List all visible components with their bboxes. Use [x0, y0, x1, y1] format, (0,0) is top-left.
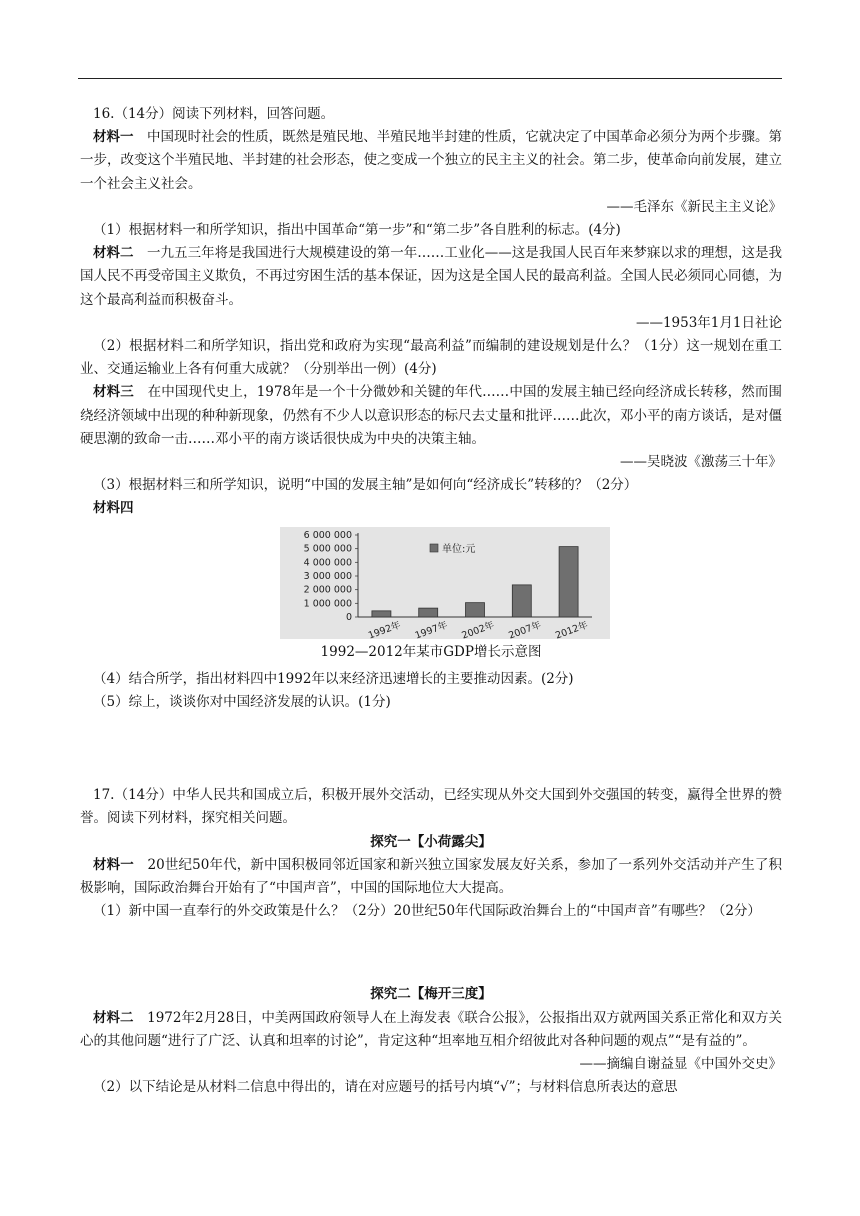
q17-m2-text: 1972年2月28日，中美两国政府领导人在上海发表《联合公报》，公报指出双方就两国关系正常化和双方关心的其他问题“进行了广泛、认真和坦率的讨论”，肯定这种“坦率地互相介绍彼此对各种问题的观点”“是有益的”。 [80, 1009, 783, 1049]
q16-m1-label: 材料一 [93, 129, 134, 146]
q16-m2-text: 一九五三年将是我国进行大规模建设的第一年……工业化——这是我国人民百年来梦寐以求的理想，这是我国人民不再受帝国主义欺负，不再过穷困生活的基本保证，因为这是全国人民的最高利益。全国人民必须同心同德，为这个最高利益而积极奋斗。 [80, 245, 782, 308]
x-tick-label: 2012年 [554, 619, 590, 639]
y-tick-label: 4 000 000 [303, 556, 352, 568]
exam-page [80, 103, 782, 1100]
x-tick-label: 1997年 [413, 619, 450, 639]
q16-m3-label: 材料三 [93, 384, 134, 401]
chart-caption: 1992—2012年某市GDP增长示意图 [320, 643, 542, 660]
q16-question-4: （4）结合所学，指出材料四中1992年以来经济迅速增长的主要推动因素。(2分) [93, 670, 574, 687]
answer-space [80, 714, 782, 784]
q16-heading: 16.（14分）阅读下列材料，回答问题。 [93, 106, 335, 122]
y-tick-label: 6 000 000 [303, 529, 352, 541]
q17-m1-label: 材料一 [93, 856, 134, 873]
q17-question-1: （1）新中国一直奉行的外交政策是什么？（2分）20世纪50年代国际政治舞台上的“中国声音”有哪些？（2分） [93, 903, 761, 920]
bar-2012年 [559, 546, 578, 616]
q16-m3-text: 在中国现代史上，1978年是一个十分微妙和关键的年代……中国的发展主轴已经向经济成长转移，然而围绕经济领域中出现的种种新现象，仍然有不少人以意识形态的标尺去丈量和批评……此次，邓小平的南方谈话，是对僵硬思潮的致命一击……邓小平的南方谈话很快成为中央的决策主轴。 [80, 384, 783, 447]
gdp-chart [280, 527, 610, 639]
header-rule [78, 78, 782, 79]
q16-question-3: （3）根据材料三和所学知识，说明“中国的发展主轴”是如何向“经济成长”转移的？（2分） [93, 477, 638, 494]
q17-question-2: （2）以下结论是从材料二信息中得出的，请在对应题号的括号内填“√”；与材料信息所表达的意思 [93, 1079, 678, 1096]
x-tick-label: 1992年 [366, 619, 403, 639]
legend-swatch [430, 544, 438, 552]
x-tick-label: 2002年 [460, 619, 496, 639]
q17-heading: 17.（14分）中华人民共和国成立后，积极开展外交活动，已经实现从外交大国到外交强国的转变，赢得全世界的赞誉。阅读下列材料，探究相关问题。 [80, 787, 782, 827]
q17-material-1 [80, 854, 782, 900]
q16-question-5: （5）综上，谈谈你对中国经济发展的认识。(1分) [93, 694, 391, 711]
y-tick-label: 1 000 000 [303, 597, 352, 609]
y-tick-label: 2 000 000 [303, 584, 352, 596]
legend-label: 单位:元 [442, 543, 476, 555]
bar-2002年 [466, 602, 485, 616]
q17-explore-2-title: 探究二【梅开三度】 [370, 986, 492, 1003]
q16-m2-source: ——1953年1月1日社论 [635, 314, 782, 331]
q16-m3-source: ——吴晓波《激荡三十年》 [620, 454, 782, 471]
y-tick-label: 0 [345, 611, 352, 623]
q16-m1-source: ——毛泽东《新民主主义论》 [606, 198, 782, 215]
gdp-bar-chart [280, 527, 610, 639]
q16-question-2: （2）根据材料二和所学知识，指出党和政府为实现“最高利益”而编制的建设规划是什么？（1分）这一规划在重工业、交通运输业上各有何重大成就？（分别举出一例）(4分) [80, 338, 782, 378]
q17-m2-source: ——摘编自谢益显《中国外交史》 [579, 1056, 782, 1073]
q17-material-2 [80, 1007, 782, 1053]
q16-m2-label: 材料二 [93, 245, 134, 262]
q17-m2-label: 材料二 [93, 1009, 134, 1026]
y-tick-label: 3 000 000 [303, 570, 352, 582]
answer-space [80, 923, 782, 983]
q16-m1-text: 中国现时社会的性质，既然是殖民地、半殖民地半封建的性质，它就决定了中国革命必须分为两个步骤。第一步，改变这个半殖民地、半封建的社会形态，使之变成一个独立的民主主义的社会。第二步，使革命向前发展，建立一个社会主义社会。 [80, 129, 782, 192]
q16-material-3 [80, 381, 782, 451]
q16-question-1: （1）根据材料一和所学知识，指出中国革命“第一步”和“第二步”各自胜利的标志。(4分) [93, 222, 621, 239]
q16-material-1 [80, 126, 782, 196]
y-tick-label: 5 000 000 [303, 543, 352, 555]
q17-explore-1-title: 探究一【小荷露尖】 [370, 833, 492, 850]
q16-material-2 [80, 242, 782, 312]
bar-2007年 [512, 585, 531, 617]
q17-m1-text: 20世纪50年代，新中国积极同邻近国家和新兴独立国家发展友好关系，参加了一系列外交活动并产生了积极影响，国际政治舞台开始有了“中国声音”，中国的国际地位大大提高。 [80, 856, 783, 897]
q16-m4-label: 材料四 [93, 500, 134, 517]
bar-1992年 [372, 611, 391, 617]
bar-1997年 [419, 608, 438, 617]
x-tick-label: 2007年 [507, 619, 543, 639]
